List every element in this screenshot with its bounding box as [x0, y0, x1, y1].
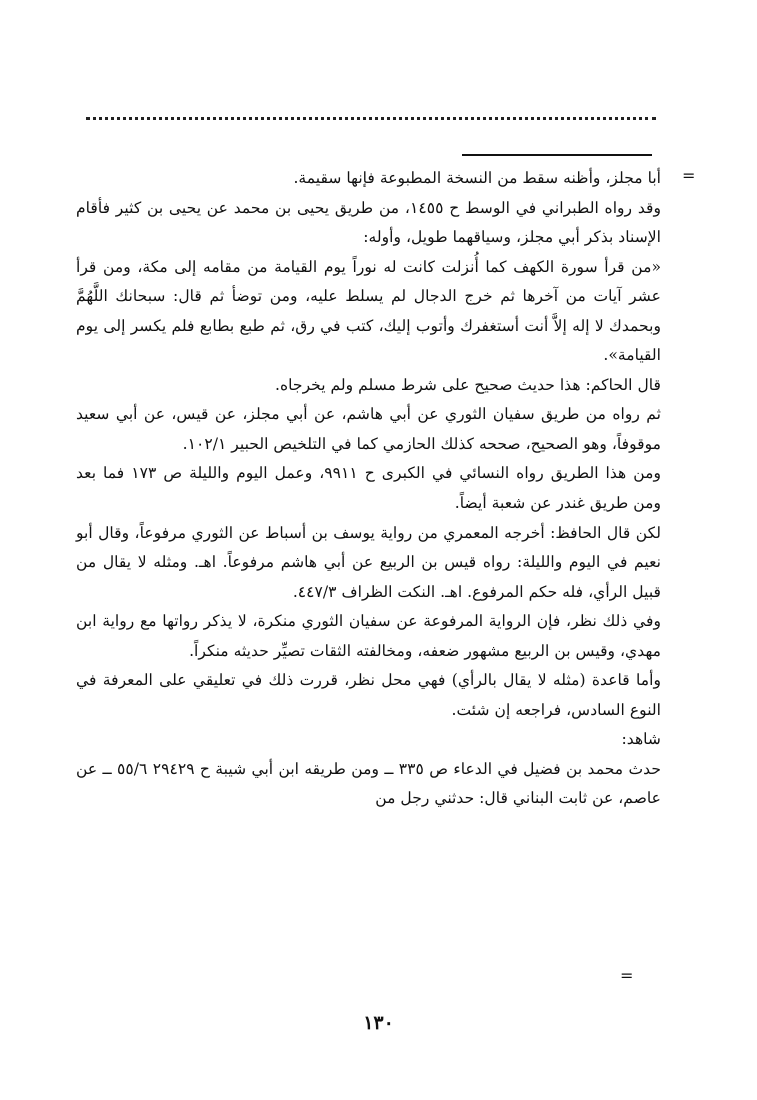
continuation-mark-start: =	[682, 166, 696, 185]
paragraph-1: أبا مجلز، وأظنه سقط من النسخة المطبوعة فإنها سقيمة.	[293, 169, 661, 187]
paragraph-4: قال الحاكم: هذا حديث صحيح على شرط مسلم ولم يخرجاه.	[275, 375, 661, 394]
page-number: ١٣٠	[363, 1012, 394, 1034]
paragraph-7: لكن قال الحافظ: أخرجه المعمري من رواية يوسف بن أسباط عن الثوري مرفوعاً، وقال أبو نعيم في اليوم والليلة: رواه قيس بن الربيع عن أبي هاشم مرفوعاً. اهـ. ومثله لا يقال من قبيل الرأي، فله حكم المرفوع. اهـ. النكت الظراف ٤٤٧/٣.	[76, 523, 661, 601]
paragraph-5: ثم رواه من طريق سفيان الثوري عن أبي هاشم، عن أبي مجلز، عن قيس، عن أبي سعيد موقوفاً، وهو الصحيح، صححه كذلك الحازمي كما في التلخيص الحبير ١٠٢/١.	[76, 405, 661, 453]
paragraph-3: «من قرأ سورة الكهف كما أُنزلت كانت له نوراً يوم القيامة من مقامه إلى مكة، ومن قرأ عشر آيات من آخرها ثم خرج الدجال لم يسلط عليه، ومن توضأ ثم قال: سبحانك اللَّهُمَّ وبحمدك لا إله إلاَّ أنت أستغفرك وأتوب إليك، كتب في رق، ثم طبع بطابع فلم يكسر إلى يوم القيامة».	[76, 257, 661, 365]
continuation-mark-end: =	[620, 966, 634, 985]
footnote-text	[76, 164, 661, 814]
footnote-rule	[462, 154, 652, 156]
dotted-separator	[86, 117, 656, 120]
paragraph-10: شاهد:	[621, 730, 661, 749]
paragraph-6: ومن هذا الطريق رواه النسائي في الكبرى ح ٩٩١١، وعمل اليوم والليلة ص ١٧٣ فما بعد ومن طريق غندر عن شعبة أيضاً.	[76, 464, 661, 513]
paragraph-9: وأما قاعدة (مثله لا يقال بالرأي) فهي محل نظر، قررت ذلك في تعليقي على المعرفة في النوع السادس، فراجعه إن شئت.	[76, 671, 661, 719]
paragraph-8: وفي ذلك نظر، فإن الرواية المرفوعة عن سفيان الثوري منكرة، لا يذكر رواتها مع رواية ابن مهدي، وقيس بن الربيع مشهور ضعفه، ومخالفته الثقات تصيِّر حديثه منكراً.	[76, 612, 661, 660]
paragraph-2: وقد رواه الطبراني في الوسط ح ١٤٥٥، من طريق يحيى بن محمد عن يحيى بن كثير فأقام الإسناد بذكر أبي مجلز، وسياقهما طويل، وأوله:	[76, 198, 661, 247]
paragraph-11: حدث محمد بن فضيل في الدعاء ص ٣٣٥ ــ ومن طريقه ابن أبي شيبة ح ٢٩٤٢٩ ٥٥/٦ ــ عن عاصم، عن ثابت البناني قال: حدثني رجل من	[76, 759, 661, 808]
